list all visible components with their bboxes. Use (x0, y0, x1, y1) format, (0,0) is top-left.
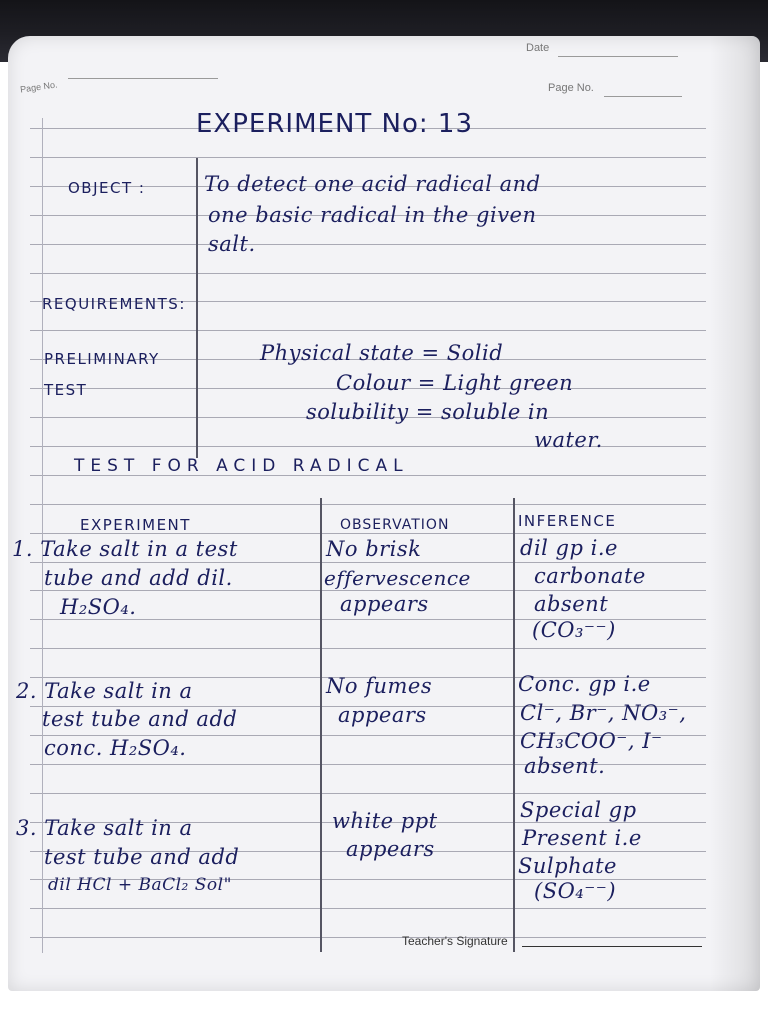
date-line (558, 56, 678, 57)
page-no-label: Page No. (548, 82, 594, 94)
ruled-line (30, 648, 706, 649)
ruled-line (30, 504, 706, 505)
row2-inference-line2: Cl⁻, Br⁻, NO₃⁻, (520, 701, 687, 725)
row1-inference-line3: absent (534, 592, 609, 616)
ruled-line (30, 937, 706, 938)
ruled-line (30, 446, 706, 447)
column-line-inference (513, 498, 515, 952)
row3-observation-line2: appears (346, 837, 435, 861)
ruled-line (30, 793, 706, 794)
object-line-2: one basic radical in the given (208, 203, 537, 227)
row3-inference-line4: (SO₄⁻⁻) (534, 879, 617, 903)
requirements-label: REQUIREMENTS: (42, 295, 186, 313)
row3-inference-line2: Present i.e (522, 826, 642, 850)
date-label: Date (526, 42, 550, 54)
row2-inference-line3: CH₃COO⁻, I⁻ (520, 729, 663, 753)
object-line-3: salt. (208, 232, 256, 256)
row1-observation-line2: effervescence (324, 566, 471, 590)
row3-observation-line1: white ppt (332, 809, 438, 833)
column-line-observation (320, 498, 322, 952)
row1-experiment-line2: tube and add dil. (44, 566, 233, 590)
header-experiment: EXPERIMENT (80, 516, 191, 534)
solubility: solubility = soluble in (306, 400, 550, 424)
object-line-1: To detect one acid radical and (204, 172, 541, 196)
teacher-signature-label: Teacher's Signature (402, 934, 508, 948)
row3-inference-line3: Sulphate (518, 854, 617, 878)
solubility-cont: water. (534, 428, 603, 452)
page-no-left-label: Page No. (19, 79, 59, 95)
row3-inference-line1: Special gp (520, 798, 637, 822)
page-curl-shadow (710, 36, 760, 991)
section-heading: TEST FOR ACID RADICAL (74, 456, 409, 476)
ruled-line (30, 330, 706, 331)
row2-experiment-line3: conc. H₂SO₄. (44, 736, 187, 760)
row2-inference-line4: absent. (524, 754, 606, 778)
ruled-line (30, 908, 706, 909)
object-label: OBJECT : (68, 179, 146, 197)
row1-experiment-line1: 1. Take salt in a test (12, 537, 238, 561)
row2-observation-line2: appears (338, 703, 427, 727)
preliminary-label: PRELIMINARY (44, 350, 160, 368)
row2-inference-line1: Conc. gp i.e (518, 672, 651, 696)
row1-observation-line3: appears (340, 592, 429, 616)
page-no-left-line (68, 78, 218, 79)
column-line-left-top (196, 158, 198, 458)
ruled-line (30, 273, 706, 274)
row1-inference-line4: (CO₃⁻⁻) (532, 618, 616, 642)
row3-experiment-line1: 3. Take salt in a (16, 816, 193, 840)
header-inference: INFERENCE (518, 512, 617, 530)
test-label: TEST (44, 381, 88, 399)
row1-experiment-line3: H₂SO₄. (60, 595, 137, 619)
experiment-title: EXPERIMENT No: 13 (196, 109, 473, 139)
notebook-page (8, 36, 760, 991)
row3-experiment-line3: dil HCl + BaCl₂ Sol" (48, 875, 232, 895)
row3-experiment-line2: test tube and add (44, 845, 240, 869)
physical-state: Physical state = Solid (260, 341, 504, 365)
ruled-line (30, 157, 706, 158)
ruled-line (30, 244, 706, 245)
teacher-signature-line (522, 946, 702, 947)
row1-inference-line2: carbonate (534, 564, 646, 588)
header-observation: OBSERVATION (340, 517, 450, 533)
row2-observation-line1: No fumes (326, 674, 433, 698)
row2-experiment-line2: test tube and add (42, 707, 238, 731)
colour: Colour = Light green (336, 371, 574, 395)
row2-experiment-line1: 2. Take salt in a (16, 679, 193, 703)
page-no-line (604, 96, 682, 97)
row1-observation-line1: No brisk (326, 537, 422, 561)
row1-inference-line1: dil gp i.e (520, 536, 618, 560)
